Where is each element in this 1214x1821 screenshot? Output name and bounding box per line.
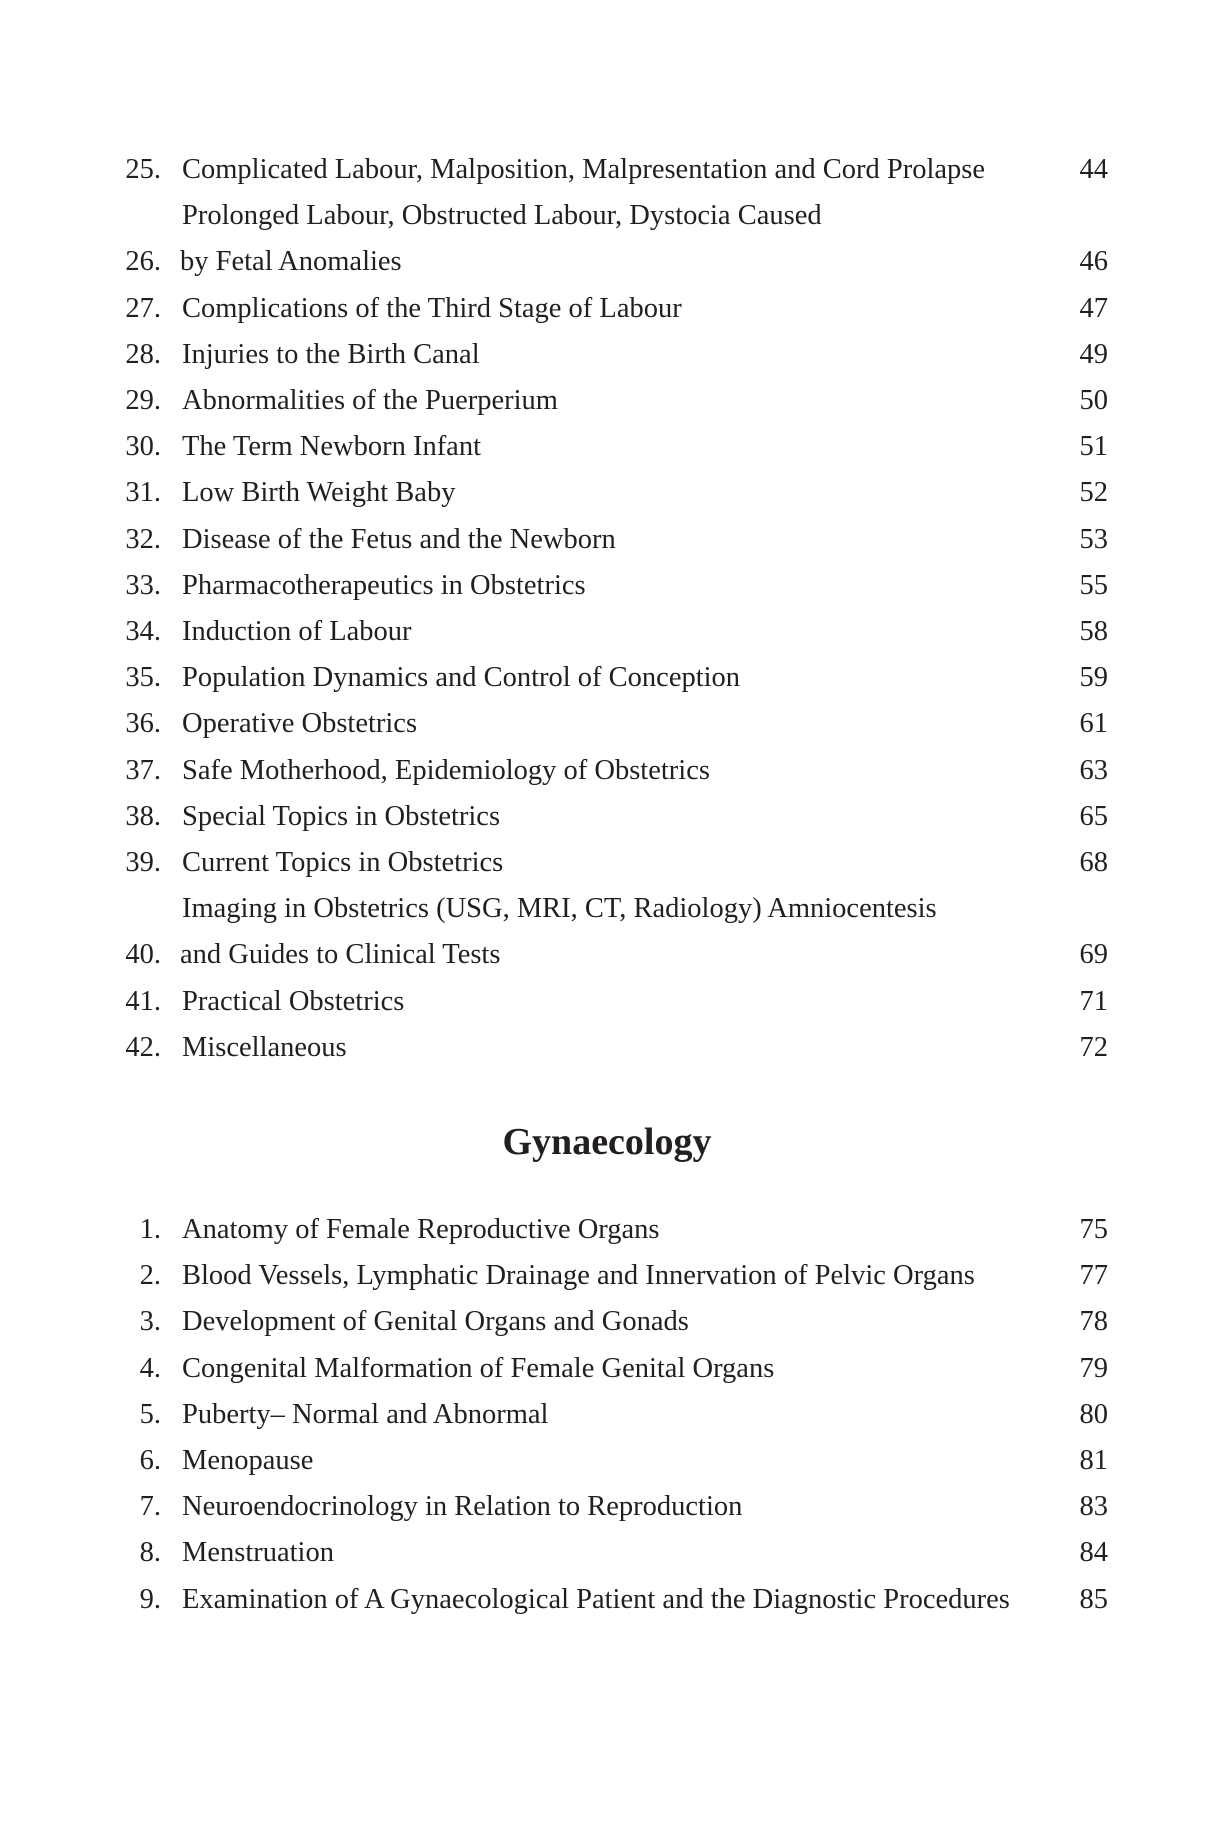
toc-entry-number: 42. xyxy=(125,1031,161,1063)
toc-entry-title-line: Blood Vessels, Lymphatic Drainage and Innervation of Pelvic Organs xyxy=(182,1260,975,1292)
toc-entry-title-line: Complicated Labour, Malposition, Malpresentation and Cord Prolapse xyxy=(182,154,986,185)
toc-entry xyxy=(100,563,1108,609)
toc-entry-title-line: Low Birth Weight Baby xyxy=(182,477,456,509)
toc-entry-title xyxy=(161,886,1048,978)
toc-entry xyxy=(100,1484,1108,1530)
toc-entry xyxy=(100,701,1108,747)
toc-entry-page-number: 51 xyxy=(1079,431,1108,463)
toc-entry-title-line: by Fetal Anomalies xyxy=(180,246,402,278)
toc-entry-page-number: 44 xyxy=(1079,154,1108,185)
toc-entry-number: 29. xyxy=(125,385,161,417)
toc-entry-page-number: 59 xyxy=(1079,662,1108,694)
toc-entry-title xyxy=(161,1438,1048,1484)
toc-entry xyxy=(100,1438,1108,1484)
toc-entry-title-line: Menstruation xyxy=(182,1537,334,1569)
toc-entry-title-line: Development of Genital Organs and Gonads xyxy=(182,1306,689,1338)
toc-entry xyxy=(100,517,1108,563)
toc-entry-page-number: 55 xyxy=(1079,569,1108,601)
toc-entry-number: 33. xyxy=(125,569,161,601)
toc-entry xyxy=(100,655,1108,701)
toc-entry-number: 39. xyxy=(125,847,161,879)
gynaecology-contents-list xyxy=(100,1207,1108,1623)
toc-entry-number: 40. xyxy=(125,939,161,971)
toc-entry-title xyxy=(161,378,1048,424)
toc-entry-title-line: and Guides to Clinical Tests xyxy=(180,939,501,971)
toc-entry-page-number: 72 xyxy=(1079,1031,1108,1063)
toc-entry-number: 5. xyxy=(139,1398,161,1430)
toc-entry-page-number: 53 xyxy=(1079,523,1108,555)
toc-entry xyxy=(100,748,1108,794)
toc-entry-number: 27. xyxy=(125,292,161,324)
toc-entry xyxy=(100,470,1108,516)
toc-entry xyxy=(100,794,1108,840)
toc-entry-page-number: 61 xyxy=(1079,708,1108,740)
toc-entry-number: 25. xyxy=(125,154,161,185)
toc-entry-title xyxy=(161,1207,1048,1253)
toc-entry-page-number: 81 xyxy=(1079,1445,1108,1477)
toc-entry-title-line: Pharmacotherapeutics in Obstetrics xyxy=(182,569,586,601)
toc-entry-title-line: Anatomy of Female Reproductive Organs xyxy=(182,1214,660,1245)
toc-entry xyxy=(100,1392,1108,1438)
toc-entry-number: 37. xyxy=(125,754,161,786)
toc-entry-title xyxy=(161,517,1048,563)
toc-entry-number: 1. xyxy=(139,1214,161,1245)
toc-entry-number: 32. xyxy=(125,523,161,555)
toc-entry-page-number: 84 xyxy=(1079,1537,1108,1569)
toc-entry-title-line: Injuries to the Birth Canal xyxy=(182,338,480,370)
toc-entry-title-line: Induction of Labour xyxy=(182,616,412,648)
toc-entry xyxy=(100,979,1108,1025)
toc-entry-number: 9. xyxy=(139,1583,161,1615)
toc-entry-page-number: 78 xyxy=(1079,1306,1108,1338)
toc-entry xyxy=(100,1253,1108,1299)
toc-entry-number: 2. xyxy=(139,1260,161,1292)
toc-entry-page-number: 83 xyxy=(1079,1491,1108,1523)
toc-entry-page-number: 65 xyxy=(1079,800,1108,832)
toc-entry-title-line: Puberty– Normal and Abnormal xyxy=(182,1398,549,1430)
toc-entry-title-line: Special Topics in Obstetrics xyxy=(182,800,501,832)
toc-entry-page-number: 69 xyxy=(1079,939,1108,971)
toc-entry-page-number: 79 xyxy=(1079,1352,1108,1384)
toc-entry xyxy=(100,609,1108,655)
toc-entry-number: 8. xyxy=(139,1537,161,1569)
toc-entry-title xyxy=(161,1577,1048,1623)
toc-entry xyxy=(100,424,1108,470)
toc-entry-title xyxy=(161,1299,1048,1345)
toc-entry-page-number: 77 xyxy=(1079,1260,1108,1292)
toc-entry-number: 3. xyxy=(139,1306,161,1338)
toc-entry-title xyxy=(161,609,1048,655)
toc-entry-title-line: Complications of the Third Stage of Labour xyxy=(182,292,682,324)
toc-entry xyxy=(100,1530,1108,1576)
toc-entry-title xyxy=(161,424,1048,470)
toc-entry xyxy=(100,147,1108,193)
toc-entry xyxy=(100,840,1108,886)
toc-entry-number: 6. xyxy=(139,1445,161,1477)
toc-entry-title-line: Population Dynamics and Control of Conception xyxy=(182,662,741,694)
toc-entry-title-line: Practical Obstetrics xyxy=(182,985,405,1017)
toc-entry-number: 4. xyxy=(139,1352,161,1384)
toc-entry xyxy=(100,332,1108,378)
toc-entry-number: 34. xyxy=(125,616,161,648)
toc-entry-title-line: The Term Newborn Infant xyxy=(182,431,481,463)
toc-entry-title xyxy=(161,1346,1048,1392)
toc-entry-page-number: 80 xyxy=(1079,1398,1108,1430)
toc-entry-title xyxy=(161,1530,1048,1576)
toc-entry xyxy=(100,378,1108,424)
toc-entry-page-number: 46 xyxy=(1079,246,1108,278)
toc-entry xyxy=(100,1299,1108,1345)
toc-entry-title xyxy=(161,1484,1048,1530)
toc-entry-number: 38. xyxy=(125,800,161,832)
toc-entry-title-line: Abnormalities of the Puerperium xyxy=(182,385,558,417)
toc-entry-number: 30. xyxy=(125,431,161,463)
toc-entry-title xyxy=(161,655,1048,701)
toc-entry-number: 28. xyxy=(125,338,161,370)
toc-entry-title xyxy=(161,286,1048,332)
toc-entry-number: 7. xyxy=(139,1491,161,1523)
toc-entry-number: 35. xyxy=(125,662,161,694)
toc-entry-title xyxy=(161,1025,1048,1071)
toc-entry-title xyxy=(161,470,1048,516)
toc-entry-page-number: 68 xyxy=(1079,847,1108,879)
toc-entry-page-number: 75 xyxy=(1079,1214,1108,1245)
toc-entry-title-line: Imaging in Obstetrics (USG, MRI, CT, Radiology) Amniocentesis xyxy=(182,893,937,925)
toc-entry-title xyxy=(161,979,1048,1025)
toc-entry-title xyxy=(161,332,1048,378)
toc-entry-page-number: 71 xyxy=(1079,985,1108,1017)
section-heading-gynaecology: Gynaecology xyxy=(502,1121,712,1163)
toc-entry xyxy=(100,1346,1108,1392)
toc-entry xyxy=(100,193,1108,285)
toc-entry-title-line: Disease of the Fetus and the Newborn xyxy=(182,523,616,555)
toc-entry-title xyxy=(161,563,1048,609)
toc-entry-title-line: Menopause xyxy=(182,1445,314,1477)
toc-entry xyxy=(100,886,1108,978)
toc-entry-title xyxy=(161,1253,1048,1299)
toc-entry-title-line: Current Topics in Obstetrics xyxy=(182,847,504,879)
toc-entry-title-line: Miscellaneous xyxy=(182,1031,347,1063)
toc-entry-title xyxy=(161,840,1048,886)
toc-entry-title-line: Congenital Malformation of Female Genital Organs xyxy=(182,1352,775,1384)
toc-entry-title xyxy=(161,748,1048,794)
toc-entry-page-number: 58 xyxy=(1079,616,1108,648)
toc-entry-title xyxy=(161,193,1048,285)
toc-entry-page-number: 47 xyxy=(1079,292,1108,324)
toc-entry-title-line: Operative Obstetrics xyxy=(182,708,418,740)
toc-entry xyxy=(100,286,1108,332)
toc-entry-number: 41. xyxy=(125,985,161,1017)
toc-entry-title xyxy=(161,794,1048,840)
toc-entry xyxy=(100,1025,1108,1071)
toc-entry-page-number: 49 xyxy=(1079,338,1108,370)
toc-entry-page-number: 63 xyxy=(1079,754,1108,786)
toc-entry-number: 31. xyxy=(125,477,161,509)
toc-entry-title-line: Examination of A Gynaecological Patient and the Diagnostic Procedures xyxy=(182,1583,1010,1615)
toc-entry-page-number: 52 xyxy=(1079,477,1108,509)
toc-entry xyxy=(100,1207,1108,1253)
obstetrics-contents-list xyxy=(100,147,1108,1071)
toc-entry-page-number: 85 xyxy=(1079,1583,1108,1615)
toc-entry xyxy=(100,1577,1108,1623)
toc-entry-title-line: Neuroendocrinology in Relation to Reproduction xyxy=(182,1491,743,1523)
toc-entry-title xyxy=(161,147,1048,193)
toc-entry-title xyxy=(161,1392,1048,1438)
toc-entry-title-line: Safe Motherhood, Epidemiology of Obstetrics xyxy=(182,754,710,786)
toc-entry-title xyxy=(161,701,1048,747)
toc-entry-page-number: 50 xyxy=(1079,385,1108,417)
toc-entry-number: 26. xyxy=(125,246,161,278)
toc-entry-title-line: Prolonged Labour, Obstructed Labour, Dystocia Caused xyxy=(182,200,822,232)
toc-entry-number: 36. xyxy=(125,708,161,740)
